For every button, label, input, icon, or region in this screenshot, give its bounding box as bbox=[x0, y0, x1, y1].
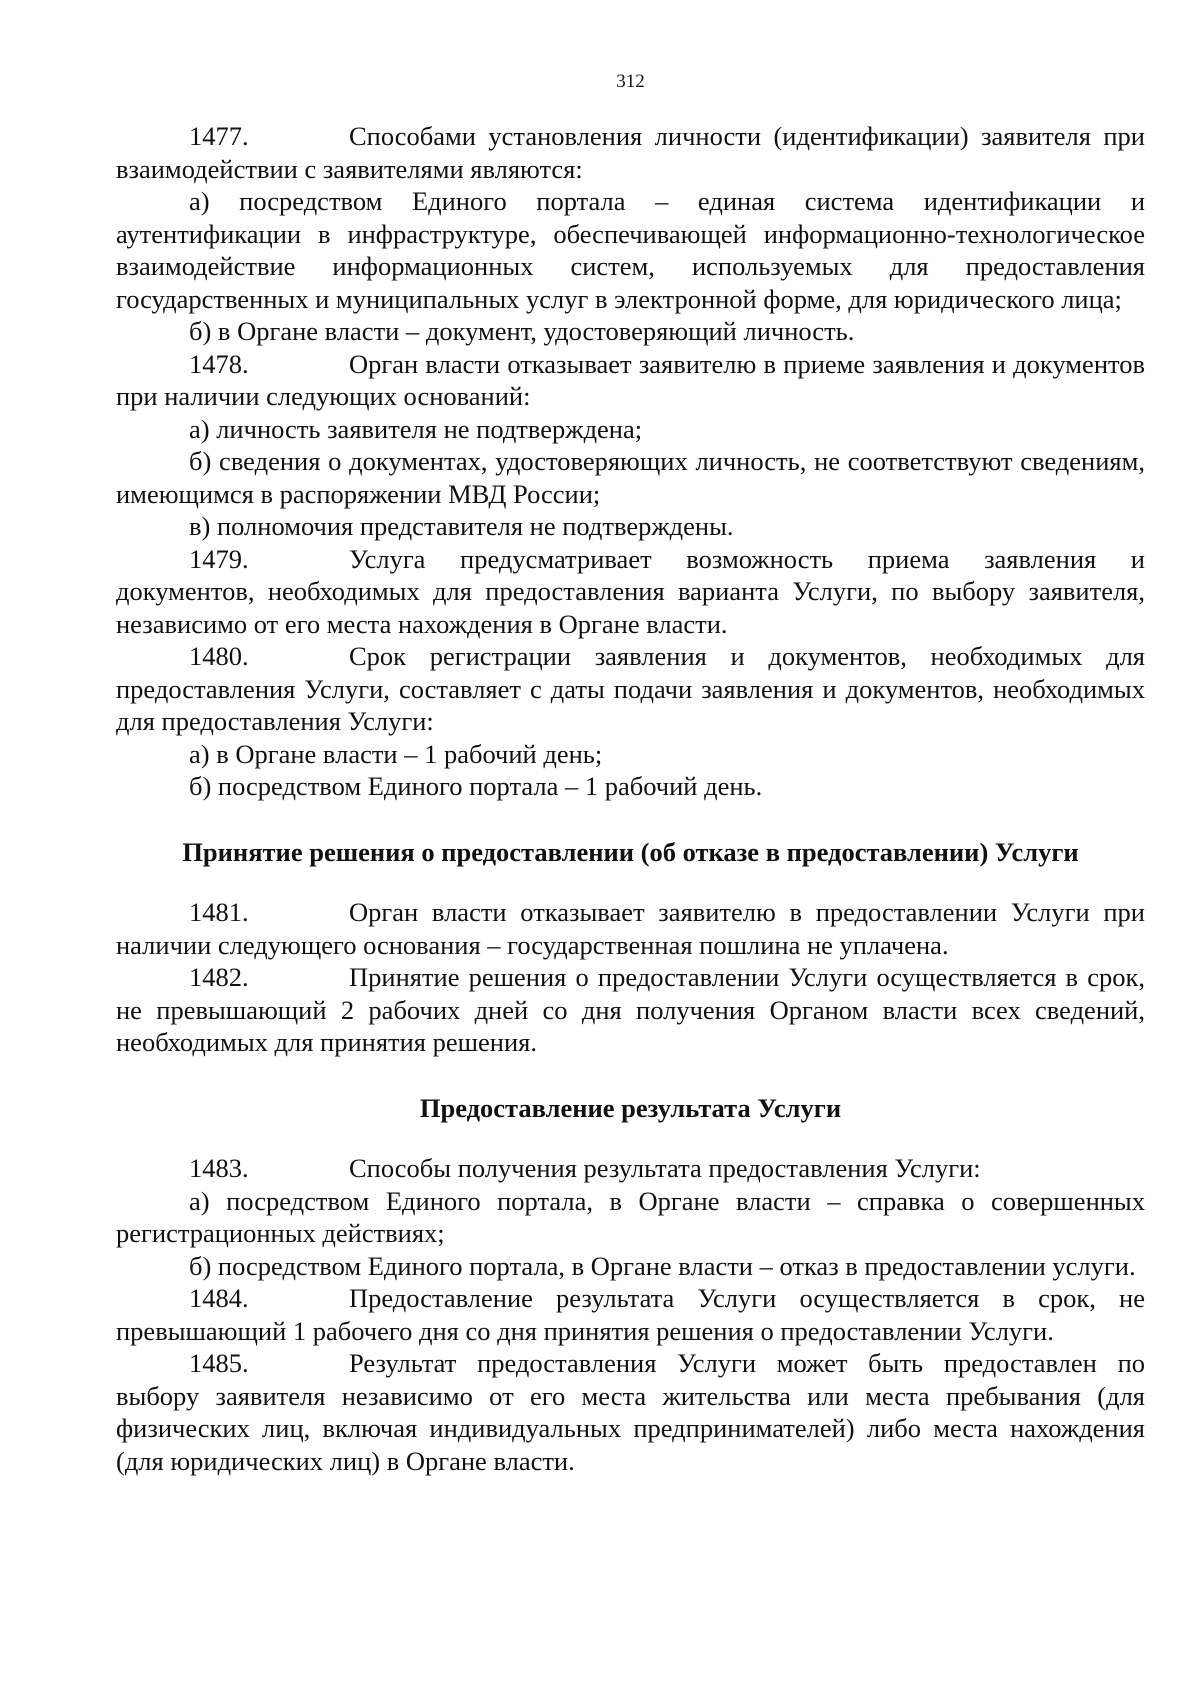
paragraph-number: 1482. bbox=[189, 962, 249, 992]
paragraph-1483-b: б) посредством Единого портала, в Органе власти – отказ в предоставлении услуги. bbox=[189, 1250, 1136, 1281]
paragraph-1480-a: а) в Органе власти – 1 рабочий день; bbox=[189, 738, 603, 769]
paragraph-1478-a: а) личность заявителя не подтверждена; bbox=[189, 413, 643, 444]
section-heading-result: Предоставление результата Услуги bbox=[419, 1092, 842, 1123]
paragraph-1482 bbox=[116, 961, 1145, 1059]
paragraph-1483 bbox=[116, 1152, 1145, 1185]
paragraph-text: Принятие решения о предоставлении Услуги осуществляется в срок, не превышающий 2 рабочих дней со дня получения Органом власти всех сведений, необходимых для принятия решения. bbox=[116, 962, 1145, 1057]
paragraph-number: 1483. bbox=[189, 1153, 249, 1183]
paragraph-1480-b: б) посредством Единого портала – 1 рабочий день. bbox=[189, 771, 763, 801]
paragraph-text: Орган власти отказывает заявителю в приеме заявления и документов при наличии следующих оснований: bbox=[116, 348, 1145, 411]
paragraph-number: 1485. bbox=[189, 1348, 249, 1378]
paragraph-text: Срок регистрации заявления и документов, необходимых для предоставления Услуги, составляет с даты подачи заявления и документов, необходимых для предоставления Услуги: bbox=[116, 641, 1145, 736]
document-body bbox=[116, 120, 1145, 1477]
paragraph-text: Способами установления личности (идентификации) заявителя при взаимодействии с заявителями являются: bbox=[116, 121, 1145, 184]
paragraph-number: 1480. bbox=[189, 641, 249, 671]
paragraph-1483-a: а) посредством Единого портала, в Органе власти – справка о совершенных регистрационных действиях; bbox=[116, 1185, 1145, 1248]
paragraph-number: 1481. bbox=[189, 897, 249, 927]
paragraph-1481 bbox=[116, 896, 1145, 961]
paragraph-1478-b: б) сведения о документах, удостоверяющих личность, не соответствуют сведениям, имеющимся в распоряжении МВД России; bbox=[116, 446, 1145, 509]
paragraph-1477 bbox=[116, 120, 1145, 185]
paragraph-text: Предоставление результата Услуги осуществляется в срок, не превышающий 1 рабочего дня со дня принятия решения о предоставлении Услуги. bbox=[116, 1283, 1145, 1346]
paragraph-1477-b: б) в Органе власти – документ, удостоверяющий личность. bbox=[189, 316, 855, 346]
paragraph-number: 1478. bbox=[189, 348, 249, 379]
paragraph-text: Способы получения результата предоставления Услуги: bbox=[349, 1153, 981, 1183]
paragraph-text: Орган власти отказывает заявителю в предоставлении Услуги при наличии следующего основания – государственная пошлина не уплачена. bbox=[116, 897, 1145, 960]
paragraph-1478-c: в) полномочия представителя не подтверждены. bbox=[189, 511, 734, 541]
paragraph-text: Результат предоставления Услуги может быть предоставлен по выбору заявителя независимо от его места жительства или места пребывания (для физических лиц, включая индивидуальных предпринимателей) либо места нахождения (для юридических лиц) в Органе власти. bbox=[116, 1348, 1145, 1476]
paragraph-text: Услуга предусматривает возможность приема заявления и документов, необходимых для предоставления варианта Услуги, по выбору заявителя, независимо от его места нахождения в Органе власти. bbox=[116, 543, 1145, 639]
paragraph-number: 1477. bbox=[189, 121, 249, 151]
paragraph-1477-a: а) посредством Единого портала – единая система идентификации и аутентификации в инфраструктуре, обеспечивающей информационно-технологическое взаимодействие информационных систем, используемых для предоставления государственных и муниципальных услуг в электронной форме, для юридического лица; bbox=[116, 186, 1145, 314]
paragraph-1484 bbox=[116, 1282, 1145, 1347]
section-heading-decision: Принятие решения о предоставлении (об отказе в предоставлении) Услуги bbox=[182, 836, 1079, 867]
document-page bbox=[116, 0, 1145, 1697]
paragraph-number: 1479. bbox=[189, 543, 249, 574]
paragraph-1478 bbox=[116, 348, 1145, 413]
paragraph-1480 bbox=[116, 640, 1145, 738]
paragraph-number: 1484. bbox=[189, 1283, 249, 1313]
paragraph-1485 bbox=[116, 1347, 1145, 1477]
paragraph-1479 bbox=[116, 543, 1145, 641]
page-number: 312 bbox=[616, 71, 645, 92]
